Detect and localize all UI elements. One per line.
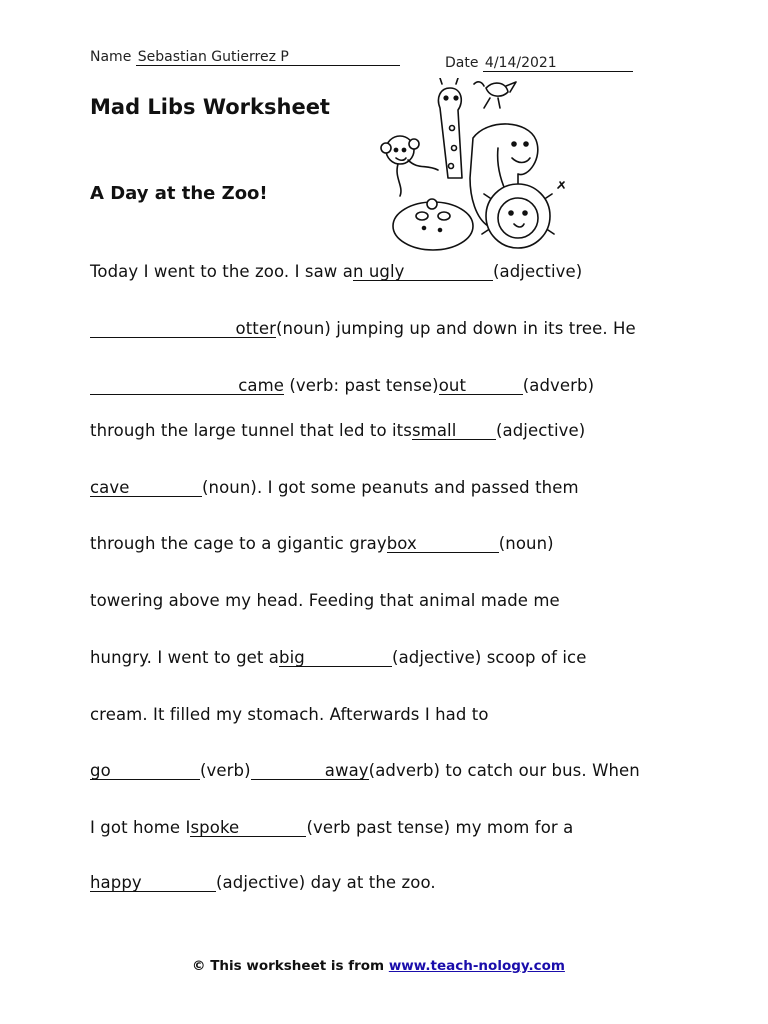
story-line-8: hungry. I went to get abig (adjective) scoop of ice: [90, 648, 587, 667]
answer-blank[interactable]: go: [90, 762, 200, 780]
story-line-1: Today I went to the zoo. I saw an ugly (adjective): [90, 262, 583, 281]
answer-blank[interactable]: out: [439, 377, 523, 395]
answer-blank[interactable]: spoke: [190, 819, 306, 837]
answer-blank[interactable]: box: [387, 535, 499, 553]
story-line-7: towering above my head. Feeding that animal made me: [90, 591, 560, 610]
story-line-5: cave (noun). I got some peanuts and passed them: [90, 478, 579, 497]
date-row: [445, 55, 633, 72]
giraffe-icon: [438, 88, 462, 178]
story-line-11: I got home Ispoke (verb past tense) my mom for a: [90, 818, 574, 837]
answer-blank[interactable]: happy: [90, 874, 216, 892]
footer-credit: © This worksheet is from www.teach-nology.com: [192, 958, 565, 974]
story-line-10: go (verb) away(adverb) to catch our bus. When: [90, 761, 640, 780]
answer-blank[interactable]: otter: [90, 320, 276, 338]
name-label: Name: [90, 49, 132, 65]
story-line-3: came (verb: past tense)out (adverb): [90, 376, 594, 395]
story-line-4: through the large tunnel that led to itssmall (adjective): [90, 421, 586, 440]
date-label: Date: [445, 55, 479, 71]
name-field[interactable]: Sebastian Gutierrez P: [136, 49, 400, 66]
name-row: [90, 49, 400, 66]
answer-blank[interactable]: cave: [90, 479, 202, 497]
date-field[interactable]: 4/14/2021: [483, 55, 633, 72]
story-line-12: happy (adjective) day at the zoo.: [90, 873, 436, 892]
answer-blank[interactable]: big: [279, 649, 392, 667]
page-subtitle: A Day at the Zoo!: [90, 183, 268, 204]
story-line-9: cream. It filled my stomach. Afterwards I had to: [90, 705, 489, 724]
page-title: Mad Libs Worksheet: [90, 95, 330, 119]
answer-blank[interactable]: n ugly: [353, 263, 493, 281]
answer-blank[interactable]: away: [251, 762, 369, 780]
zoo-animals-illustration: [378, 78, 578, 254]
answer-blank[interactable]: small: [412, 422, 496, 440]
answer-blank[interactable]: came: [90, 377, 284, 395]
story-line-6: through the cage to a gigantic graybox (noun): [90, 534, 554, 553]
footer-link[interactable]: www.teach-nology.com: [388, 958, 565, 974]
story-line-2: otter(noun) jumping up and down in its tree. He: [90, 319, 636, 338]
bird-icon: [486, 83, 508, 96]
